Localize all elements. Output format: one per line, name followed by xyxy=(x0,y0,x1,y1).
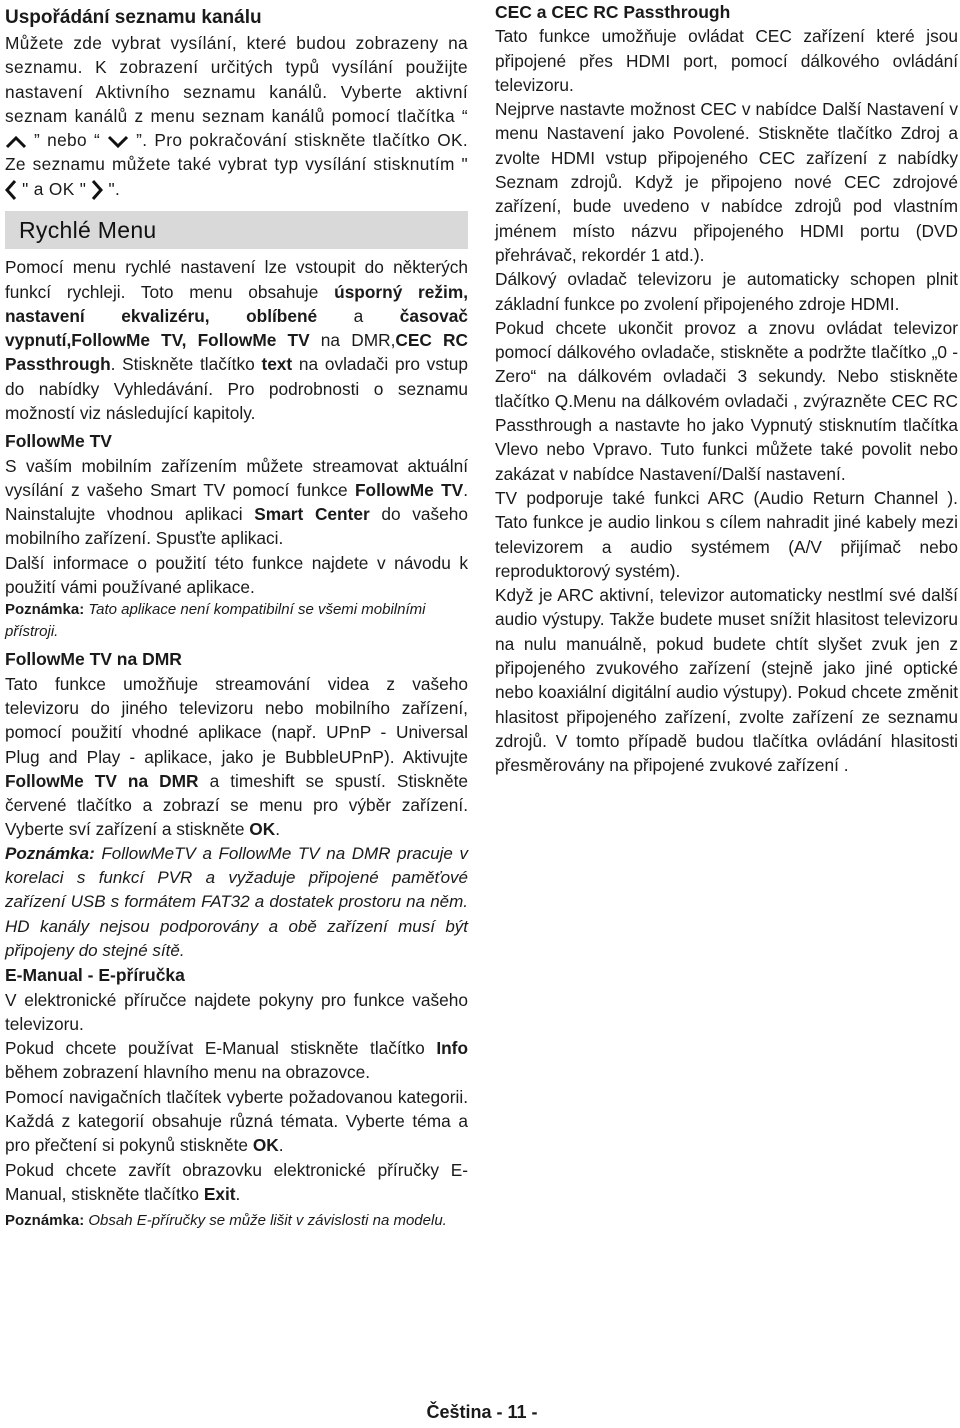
paragraph-cec-setup: Nejprve nastavte možnost CEC v nabídce Další Nastavení v menu Nastavení jako Povolené. Stiskněte tlačítko Zdroj a zvolte HDMI vstup připojeného CEC zařízení z nabídky Seznam zdrojů. Když je připojeno nové CEC zdrojové zařízení, bude uvedeno v nabídce zdrojů pod vlastním jménem místo názvu připojeného HDMI portu (DVD přehrávač, rekordér 1 atd.). xyxy=(495,99,958,265)
heading-cec: CEC a CEC RC Passthrough xyxy=(495,2,731,22)
chevron-up-icon xyxy=(5,135,27,149)
paragraph-emanual-open: Pokud chcete používat E-Manual stiskněte tlačítko Info během zobrazení hlavního menu na obrazovce. xyxy=(5,1038,468,1083)
paragraph-arc-volume: Když je ARC aktivní, televizor automaticky nestlmí své další audio výstupy. Takže budete muset snížit hlasitost televizoru na nulu manuálně, pokud budete chtít slyšet zvuk jen z připojeného zvukového zařízení (stejně jako jiné optické nebo koaxiální digitální audio výstupy). Pokud chcete změnit hlasitost připojeného zařízení, zvolte zařízení ze seznamu zdrojů. V tomto případě budou tlačítka ovládání hlasitosti přesměrovány na připojené zvukové zařízení . xyxy=(495,585,958,776)
paragraph-quick-menu: Pomocí menu rychlé nastavení lze vstoupit do některých funkcí rychleji. Toto menu obsahuje úsporný režim, nastavení ekvalizéru, oblíbené a časovač vypnutí,FollowMe TV, FollowMe TV na DMR,CEC RC Passthrough. Stiskněte tlačítko text na ovladači pro vstup do nabídky Vyhledávání. Pro podrobnosti o seznamu možností viz následující kapitoly. xyxy=(5,257,469,423)
note-followme: Poznámka: Tato aplikace není kompatibilní se všemi mobilními přístroji. xyxy=(5,601,426,641)
paragraph-emanual-navigate: Pomocí navigačních tlačítek vyberte požadovanou kategorii. Každá z kategorií obsahuje různá témata. Vyberte téma a pro přečtení si pokynů stiskněte OK. xyxy=(5,1086,468,1156)
paragraph-emanual-close: Pokud chcete zavřít obrazovku elektronické příručky E-Manual, stiskněte tlačítko Exit. xyxy=(5,1159,468,1204)
paragraph-cec-intro: Tato funkce umožňuje ovládat CEC zařízení které jsou připojené přes HDMI port, pomocí dálkového ovládání televizoru. xyxy=(495,26,958,95)
right-column xyxy=(495,0,958,778)
section-banner-quick-menu xyxy=(5,211,468,249)
chevron-left-icon xyxy=(5,179,17,201)
paragraph-cec-remote: Dálkový ovladač televizoru je automaticky schopen plnit základní funkce po zvolení připojeného zdroje HDMI. xyxy=(495,269,958,314)
page-footer xyxy=(0,1402,960,1423)
paragraph-emanual-intro: V elektronické příručce najdete pokyny pro funkce vašeho televizoru. xyxy=(5,989,468,1034)
paragraph-arc: TV podporuje také funkci ARC (Audio Return Channel ). Tato funkce je audio linkou s cílem nahradit jiné kabely mezi televizorem a audio systémem (A/V přijímač nebo reproduktorový systém). xyxy=(495,487,958,581)
left-column xyxy=(5,0,468,1232)
note-followme-dmr: Poznámka: FollowMeTV a FollowMe TV na DMR pracuje v korelaci s funkcí PVR a vyžaduje připojené paměťové zařízení USB s formátem FAT32 a dostatek prostoru na něm. HD kanály nejsou podporovány a obě zařízení musí být připojeny do stejné sítě. xyxy=(5,843,468,960)
paragraph-channel-list: Můžete zde vybrat vysílání, které budou zobrazeny na seznamu. K zobrazení určitých typů vysílání použijte nastavení Aktivního seznamu kanálů. Vyberte aktivní seznam kanálů z menu seznam kanálů pomocí tlačítka “ ” nebo “ ”. Pro pokračování stiskněte tlačítko OK. Ze seznamu můžete také vybrat typ vysílání stisknutím " " a OK " ". xyxy=(5,31,468,201)
heading-channel-list: Uspořádání seznamu kanálu xyxy=(5,7,262,28)
paragraph-followme: S vaším mobilním zařízením můžete streamovat aktuální vysílání z vašeho Smart TV pomocí funkce FollowMe TV. Nainstalujte vhodnou aplikaci Smart Center do vašeho mobilního zařízení. Spusťte aplikaci. xyxy=(5,455,468,549)
heading-emanual: E-Manual - E-příručka xyxy=(5,965,185,986)
section-title-quick-menu: Rychlé Menu xyxy=(19,216,157,243)
heading-followme: FollowMe TV xyxy=(5,431,112,452)
paragraph-cec-exit: Pokud chcete ukončit provoz a znovu ovládat televizor pomocí dálkového ovladače, stiskněte a podržte tlačítko „0 - Zero“ na dálkovém ovladači 3 sekundy. Nebo stiskněte tlačítko Q.Menu na dálkovém ovladači , zvýrazněte CEC RC Passthrough a nastavte ho jako Vypnutý stisknutím tlačítka Vlevo nebo Vpravo. Tuto funkci můžete také povolit nebo zakázat v nabídce Nastavení/Další nastavení. xyxy=(495,317,958,484)
heading-followme-dmr: FollowMe TV na DMR xyxy=(5,649,182,670)
chevron-down-icon xyxy=(107,135,129,149)
paragraph-followme-dmr: Tato funkce umožňuje streamování videa z vašeho televizoru do jiného televizoru nebo mobilního zařízení, pomocí použití vhodné aplikace (např. UPnP - Universal Plug and Play - aplikace, jako je BubbleUPnP). Aktivujte FollowMe TV na DMR a timeshift se spustí. Stiskněte červené tlačítko a zobrazí se menu pro výběr zařízení. Vyberte sví zařízení a stiskněte OK. xyxy=(5,673,469,840)
note-emanual: Poznámka: Obsah E-příručky se může lišit v závislosti na modelu. xyxy=(5,1212,447,1230)
page-number: Čeština - 11 - xyxy=(426,1402,538,1422)
chevron-right-icon xyxy=(91,179,103,201)
paragraph-followme-info: Další informace o použití této funkce najdete v návodu k použití vámi používané aplikace. xyxy=(5,552,468,598)
